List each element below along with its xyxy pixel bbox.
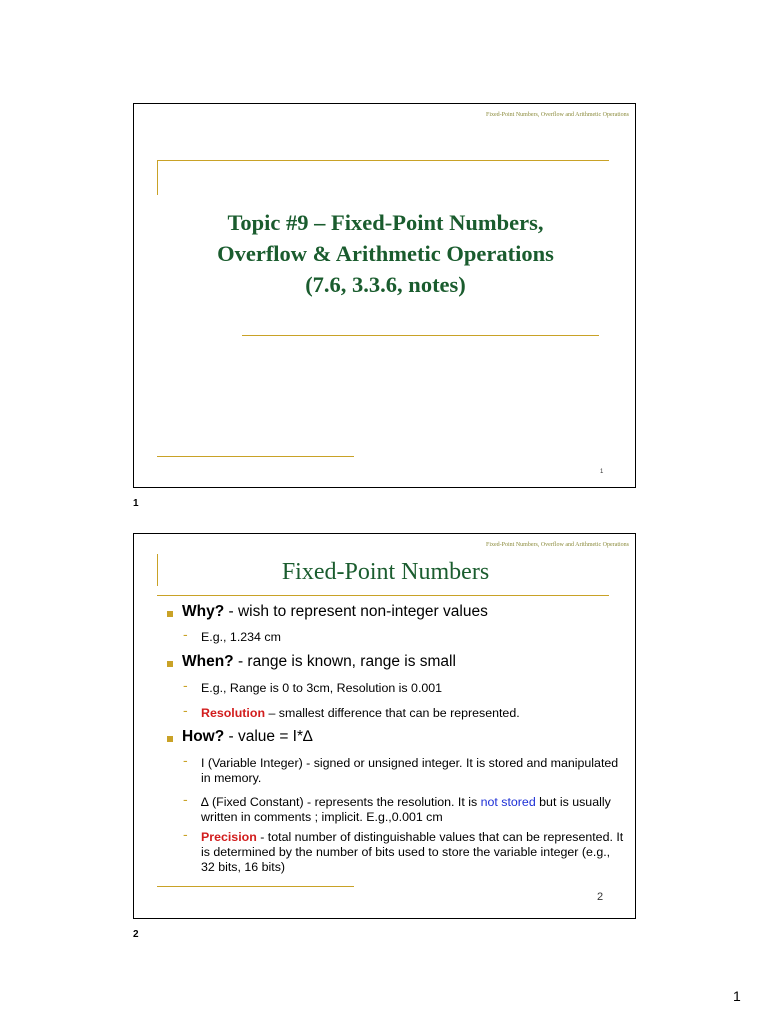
slide-number: 2 (597, 891, 604, 903)
slide-number: 1 (600, 469, 604, 475)
dash-marker: - (183, 677, 188, 693)
sub-when-1: E.g., Range is 0 to 3cm, Resolution is 0.001 (201, 681, 443, 695)
bullet-marker (167, 611, 173, 617)
sub-how-3: Precision - total number of distinguishable values that can be represented. It is determined by the number of bits used to store the variable integer (e.g., 32 bits, 16 bits) (201, 830, 624, 874)
bullet-when: When? - range is known, range is small (182, 653, 456, 670)
gold-rule-top (157, 160, 609, 161)
slide-2 (133, 533, 636, 919)
gold-rule-bottom (157, 886, 354, 887)
title-line-1: Topic #9 – Fixed-Point Numbers, (227, 210, 544, 235)
page-number: 1 (733, 988, 741, 1004)
dash-marker: - (183, 702, 188, 718)
dash-marker: - (183, 826, 188, 842)
title-line-2: Overflow & Arithmetic Operations (217, 241, 554, 266)
dash-marker: - (183, 791, 188, 807)
gold-rule-bottom (157, 456, 354, 457)
sub-why-1: E.g., 1.234 cm (201, 630, 281, 644)
slide-1 (133, 103, 636, 488)
slide-header: Fixed-Point Numbers, Overflow and Arithmetic Operations (486, 542, 629, 548)
bullet-marker (167, 661, 173, 667)
sub-how-2: ∆ (Fixed Constant) - represents the resolution. It is not stored but is usually written in comments ; implicit. E.g.,0.001 cm (201, 795, 611, 824)
dash-marker: - (183, 752, 188, 768)
bullet-why: Why? - wish to represent non-integer values (182, 603, 488, 620)
bullet-marker (167, 736, 173, 742)
sub-when-2: Resolution – smallest difference that can be represented. (201, 706, 520, 720)
slide-label-2: 2 (133, 929, 139, 940)
dash-marker: - (183, 626, 188, 642)
bullet-how: How? - value = I*∆ (182, 728, 313, 745)
gold-rule-middle (242, 335, 599, 336)
slide-1-title (134, 207, 637, 300)
gold-rule-top (157, 595, 609, 596)
sub-how-1: I (Variable Integer) - signed or unsigned integer. It is stored and manipulated in memory. (201, 756, 619, 785)
gold-rule-vertical (157, 160, 158, 195)
slide-label-1: 1 (133, 498, 139, 509)
slide-2-title: Fixed-Point Numbers (281, 559, 490, 585)
slide-header: Fixed-Point Numbers, Overflow and Arithmetic Operations (486, 112, 629, 118)
title-line-3: (7.6, 3.3.6, notes) (305, 272, 466, 297)
